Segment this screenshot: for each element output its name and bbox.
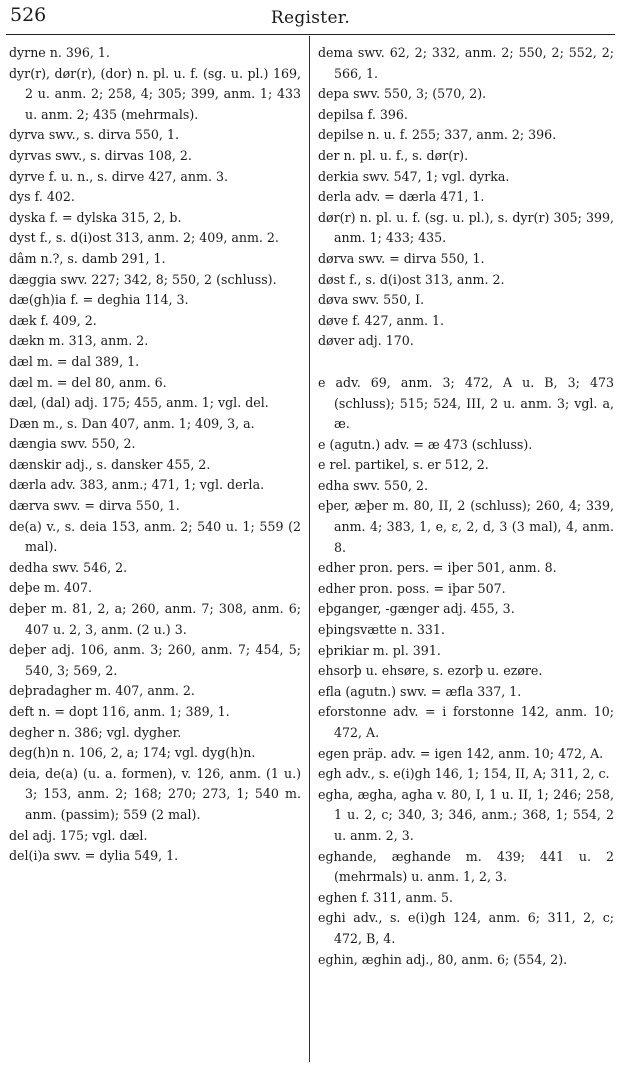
register-entry: ehsorþ u. ehsøre, s. ezorþ u. ezøre. <box>318 663 543 679</box>
register-entry: edher pron. poss. = iþar 507. <box>318 580 506 596</box>
page-header <box>6 2 615 30</box>
register-entry: e rel. partikel, s. er 512, 2. <box>318 457 489 473</box>
column-divider <box>309 36 310 1062</box>
register-entry: dyst f., s. d(i)ost 313, anm. 2; 409, anm. 2. <box>9 230 279 246</box>
register-entry: dørva swv. = dirva 550, 1. <box>318 250 485 266</box>
register-entry: efla (agutn.) swv. = æfla 337, 1. <box>318 683 522 699</box>
register-entry: eghen f. 311, anm. 5. <box>318 889 454 905</box>
register-entry: edha swv. 550, 2. <box>318 477 429 493</box>
register-entry: Dæn m., s. Dan 407, anm. 1; 409, 3, a. <box>9 415 255 431</box>
register-entry: deþradagher m. 407, anm. 2. <box>9 683 195 699</box>
running-head: Register. <box>270 8 351 28</box>
register-entry: døver adj. 170. <box>318 333 414 349</box>
register-entry: dyska f. = dylska 315, 2, b. <box>9 209 182 225</box>
register-entry: eghande, æghande m. 439; 441 u. 2 (mehrmals) u. anm. 1, 2, 3. <box>318 848 614 885</box>
left-column <box>9 43 301 867</box>
register-entry: dâm n.?, s. damb 291, 1. <box>9 250 166 266</box>
register-entry: de(a) v., s. deia 153, anm. 2; 540 u. 1; 559 (2 mal). <box>9 518 301 555</box>
register-entry: dæl, (dal) adj. 175; 455, anm. 1; vgl. del. <box>9 395 269 411</box>
register-entry: eghin, æghin adj., 80, anm. 6; (554, 2). <box>318 951 568 967</box>
page-number: 526 <box>10 4 47 26</box>
register-entry: døst f., s. d(i)ost 313, anm. 2. <box>318 271 505 287</box>
register-entry: derkia swv. 547, 1; vgl. dyrka. <box>318 168 510 184</box>
register-entry: del adj. 175; vgl. dæl. <box>9 827 148 843</box>
register-entry: dyr(r), dør(r), (dor) n. pl. u. f. (sg. u. pl.) 169, 2 u. anm. 2; 258, 4; 305; 399, anm. 1; 433 u. anm. 2; 435 (mehrmals). <box>9 65 301 122</box>
register-entry: dyrvas swv., s. dirvas 108, 2. <box>9 147 192 163</box>
header-rule <box>6 34 615 35</box>
register-entry: del(i)a swv. = dylia 549, 1. <box>9 848 179 864</box>
register-entry: dængia swv. 550, 2. <box>9 436 136 452</box>
register-entry: der n. pl. u. f., s. dør(r). <box>318 147 469 163</box>
register-entry: deþer adj. 106, anm. 3; 260, anm. 7; 454, 5; 540, 3; 569, 2. <box>9 642 301 678</box>
register-entry: dedha swv. 546, 2. <box>9 559 128 575</box>
register-entry: dema swv. 62, 2; 332, anm. 2; 550, 2; 552, 2; 566, 1. <box>318 45 614 81</box>
register-entry: eghi adv., s. e(i)gh 124, anm. 6; 311, 2, c; 472, B, 4. <box>318 910 614 946</box>
register-entry: deg(h)n n. 106, 2, a; 174; vgl. dyg(h)n. <box>9 745 256 761</box>
register-entry: deþe m. 407. <box>9 580 93 596</box>
register-entry: dænskir adj., s. dansker 455, 2. <box>9 456 211 472</box>
register-entry: degher n. 386; vgl. dygher. <box>9 724 182 740</box>
register-entry: eforstonne adv. = i forstonne 142, anm. 10; 472, A. <box>318 704 614 740</box>
register-entry: derla adv. = dærla 471, 1. <box>318 189 485 205</box>
register-entry: deia, de(a) (u. a. formen), v. 126, anm. (1 u.) 3; 153, anm. 2; 168; 270; 273, 1; 540 m. anm. (passim); 559 (2 mal). <box>9 765 301 822</box>
register-entry: e adv. 69, anm. 3; 472, A u. B, 3; 473 (schluss); 515; 524, III, 2 u. anm. 3; vgl. a, æ. <box>318 374 614 432</box>
register-entry: deft n. = dopt 116, anm. 1; 389, 1. <box>9 704 230 719</box>
register-entry: depilsa f. 396. <box>318 106 408 122</box>
register-entry: depilse n. u. f. 255; 337, anm. 2; 396. <box>318 127 557 143</box>
register-entry: deþer m. 81, 2, a; 260, anm. 7; 308, anm. 6; 407 u. 2, 3, anm. (2 u.) 3. <box>9 601 301 637</box>
register-entry: egh adv., s. e(i)gh 146, 1; 154, II, A; 311, 2, c. <box>318 766 610 782</box>
right-column <box>318 43 614 970</box>
register-entry: dæl m. = dal 389, 1. <box>9 353 140 369</box>
register-entry: depa swv. 550, 3; (570, 2). <box>318 86 487 102</box>
register-entry: eþingsvætte n. 331. <box>318 622 445 638</box>
register-entry: dør(r) n. pl. u. f. (sg. u. pl.), s. dyr(r) 305; 399, anm. 1; 433; 435. <box>318 209 614 246</box>
register-entry: dæk f. 409, 2. <box>9 312 97 328</box>
register-entry: dærva swv. = dirva 550, 1. <box>9 498 180 514</box>
register-entry: eþrikiar m. pl. 391. <box>318 642 441 658</box>
register-entry: dæl m. = del 80, anm. 6. <box>9 374 167 390</box>
register-entry: egha, ægha, agha v. 80, I, 1 u. II, 1; 246; 258, 1 u. 2, c; 340, 3; 346, anm.; 368, 1; 554, 2 u. anm. 2, 3. <box>318 786 614 843</box>
register-entry: døve f. 427, anm. 1. <box>318 312 445 328</box>
register-entry: dæ(gh)ia f. = deghia 114, 3. <box>9 292 189 308</box>
register-entry: dækn m. 313, anm. 2. <box>9 333 149 349</box>
register-entry: dyrne n. 396, 1. <box>9 45 110 60</box>
register-entry: dyrva swv., s. dirva 550, 1. <box>9 127 179 143</box>
register-entry: dyrve f. u. n., s. dirve 427, anm. 3. <box>9 168 229 184</box>
register-entry: dys f. 402. <box>9 189 75 205</box>
register-entry: eþer, æþer m. 80, II, 2 (schluss); 260, 4; 339, anm. 4; 383, 1, e, ε, 2, d, 3 (3 mal), 4, anm. 8. <box>318 498 614 555</box>
register-entry: edher pron. pers. = iþer 501, anm. 8. <box>318 560 557 576</box>
register-entry: dæggia swv. 227; 342, 8; 550, 2 (schluss). <box>9 271 277 287</box>
register-entry: døva swv. 550, I. <box>318 292 425 308</box>
register-entry: eþganger, -gænger adj. 455, 3. <box>318 601 515 617</box>
register-entry: dærla adv. 383, anm.; 471, 1; vgl. derla. <box>9 477 265 493</box>
register-entry: e (agutn.) adv. = æ 473 (schluss). <box>318 436 533 452</box>
register-entry: egen präp. adv. = igen 142, anm. 10; 472, A. <box>318 745 604 761</box>
